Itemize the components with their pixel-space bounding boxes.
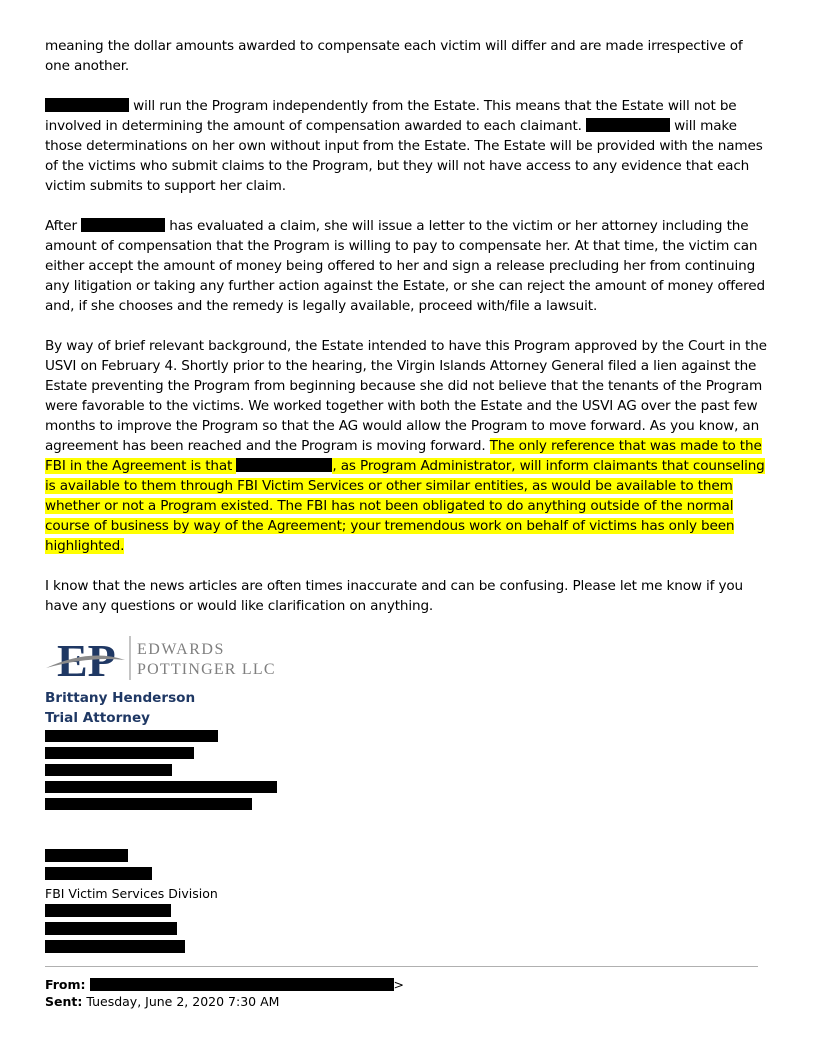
logo-line-2: POTTINGER LLC <box>137 661 276 678</box>
logo-initials: EP <box>57 635 116 686</box>
paragraph-1: meaning the dollar amounts awarded to compensate each victim will differ and are made irrespective of one another. <box>45 38 743 74</box>
redaction <box>45 922 177 935</box>
email-body <box>45 36 771 958</box>
email-sent-line: Sent: Tuesday, June 2, 2020 7:30 AM <box>45 994 280 1009</box>
fbi-contact-block <box>45 849 771 953</box>
signature-name: Brittany Henderson <box>45 690 196 706</box>
redaction <box>45 904 171 917</box>
redaction <box>45 849 128 862</box>
paragraph-2: will run the Program independently from the Estate. This means that the Estate will not be involved in determining the amount of compensation awarded to each claimant. will make those determinations on her own without input from the Estate. The Estate will be provided with the names of the victims who submit claims to the Program, but they will not have access to any evidence that each victim submits to support her claim. <box>45 98 763 194</box>
redaction <box>45 98 129 112</box>
paragraph-3: After has evaluated a claim, she will issue a letter to the victim or her attorney including the amount of compensation that the Program is willing to pay to compensate her. At that time, the victim can either accept the amount of money being offered to her and sign a release precluding her from continuing any litigation or taking any further action against the Estate, or she can reject the amount of money offered and, if she chooses and the remedy is legally available, proceed with/file a lawsuit. <box>45 218 765 314</box>
redaction <box>45 798 252 810</box>
header-separator <box>45 966 758 967</box>
redaction <box>586 118 670 132</box>
ep-monogram-icon <box>45 630 305 688</box>
redaction <box>45 940 185 953</box>
redaction <box>45 764 172 776</box>
paragraph-4: By way of brief relevant background, the Estate intended to have this Program approved by the Court in the USVI on February 4. Shortly prior to the hearing, the Virgin Islands Attorney General filed a lien against the Estate preventing the Program from beginning because she did not believe that the tenants of the Program were favorable to the victims. We worked together with both the Estate and the USVI AG over the past few months to improve the Program so that the AG would allow the Program to move forward. As you know, an agreement has been reached and the Program is moving forward. The only reference that was made to the FBI in the Agreement is that , as Program Administrator, will inform claimants that counseling is available to them through FBI Victim Services or other similar entities, as would be available to them whether or not a Program existed. The FBI has not been obligated to do anything outside of the normal course of business by way of the Agreement; your tremendous work on behalf of victims has only been highlighted. <box>45 338 767 554</box>
email-from-line: From: > <box>45 977 404 992</box>
fbi-division: FBI Victim Services Division <box>45 886 218 901</box>
redaction <box>236 458 332 472</box>
firm-logo <box>45 630 771 688</box>
highlighted-text: , as Program Administrator, will inform claimants that counseling is available to them through FBI Victim Services or other similar entities, as would be available to them whether or not a Program existed. The FBI has not been obligated to do anything outside of the normal course of business by way of the Agreement; your tremendous work on behalf of victims has only been highlighted. <box>45 458 765 554</box>
redaction <box>81 218 165 232</box>
redacted-contact-block <box>45 730 771 810</box>
redaction <box>90 978 394 991</box>
redaction <box>45 747 194 759</box>
logo-line-1: EDWARDS <box>137 641 225 658</box>
highlighted-text: The only reference that was made to the FBI in the Agreement is that <box>45 438 762 474</box>
redaction <box>45 730 218 742</box>
signature-title: Trial Attorney <box>45 710 151 726</box>
paragraph-5: I know that the news articles are often times inaccurate and can be confusing. Please let me know if you have any questions or would like clarification on anything. <box>45 578 743 614</box>
redaction <box>45 867 152 880</box>
redaction <box>45 781 277 793</box>
